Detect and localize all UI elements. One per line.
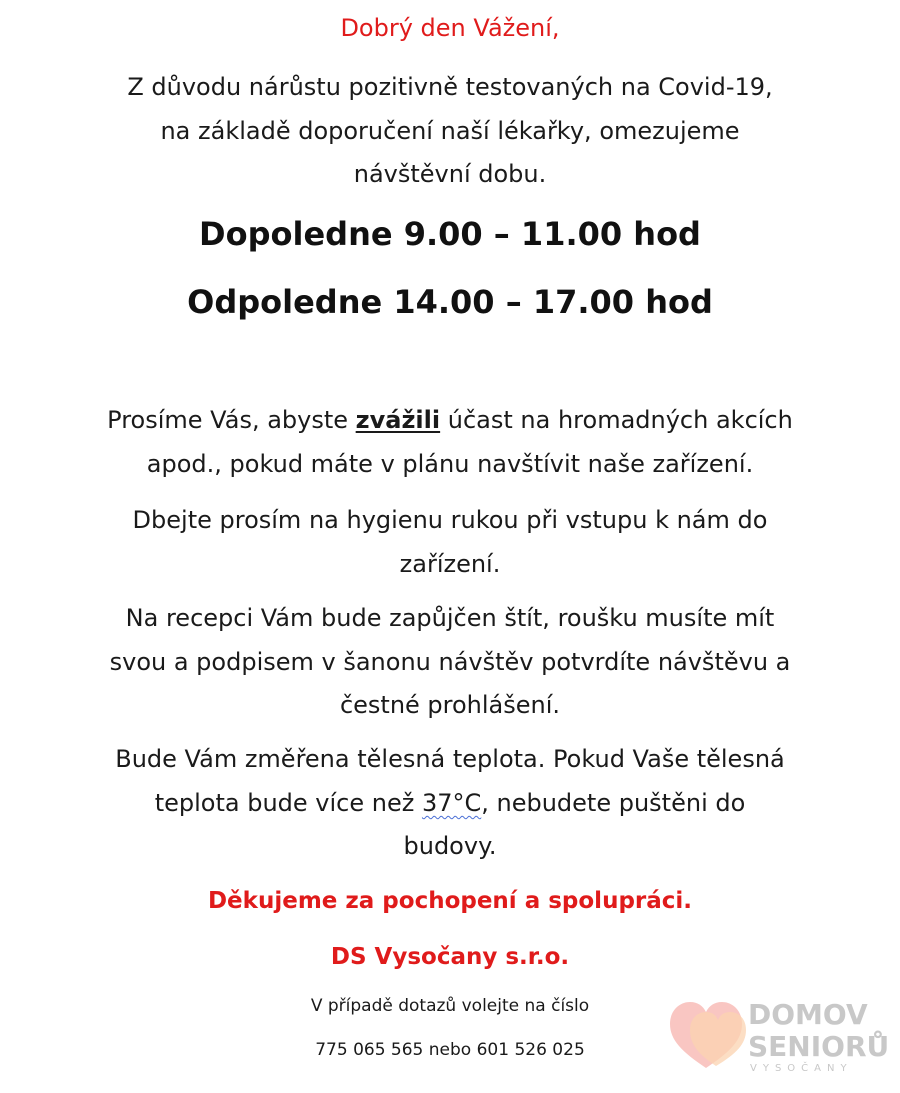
para1-line-1 [0, 406, 900, 434]
para3-line-3: čestné prohlášení. [339, 691, 561, 719]
company-name: DS Vysočany s.r.o. [330, 944, 570, 970]
para3-line-1: Na recepci Vám bude zapůjčen štít, roušku musíte mít [125, 604, 775, 632]
thanks-line: Děkujeme za pochopení a spolupráci. [207, 888, 693, 914]
para2-line-2: zařízení. [399, 550, 501, 578]
greeting: Dobrý den Vážení, [340, 14, 560, 42]
contact-label: V případě dotazů volejte na číslo [310, 996, 590, 1016]
para4-line-2-post: , nebudete puštěni do [481, 789, 746, 817]
intro-line-3: návštěvní dobu. [353, 160, 547, 188]
para4-line-3: budovy. [403, 832, 497, 860]
intro-line-1: Z důvodu nárůstu pozitivně testovaných na Covid-19, [127, 73, 773, 101]
para4-line-2-pre: teplota bude více než [154, 789, 422, 817]
para1-line-1-pre: Prosíme Vás, abyste [107, 406, 356, 434]
emphasis-word: zvážili [355, 406, 441, 434]
logo-line-3: VYSOČANY [750, 1063, 853, 1074]
contact-phones: 775 065 565 nebo 601 526 025 [315, 1040, 585, 1060]
para2-line-1: Dbejte prosím na hygienu rukou při vstupu k nám do [132, 506, 768, 534]
para3-line-2: svou a podpisem v šanonu návštěv potvrdíte návštěvu a [109, 648, 791, 676]
heart-logo-icon [668, 996, 748, 1076]
domov-senioru-logo [668, 996, 888, 1076]
logo-line-2: SENIORŮ [748, 1030, 890, 1063]
temperature-value: 37°C [421, 789, 482, 817]
para1-line-1-post: účast na hromadných akcích [440, 406, 793, 434]
logo-line-1: DOMOV [748, 998, 868, 1031]
para4-line-2 [0, 789, 900, 817]
intro-line-2: na základě doporučení naší lékařky, omezujeme [160, 117, 740, 145]
para4-line-1: Bude Vám změřena tělesná teplota. Pokud Vaše tělesná [115, 745, 785, 773]
morning-hours: Dopoledne 9.00 – 11.00 hod [199, 215, 701, 253]
afternoon-hours: Odpoledne 14.00 – 17.00 hod [187, 283, 713, 321]
para1-line-2: apod., pokud máte v plánu navštívit naše zařízení. [146, 450, 754, 478]
